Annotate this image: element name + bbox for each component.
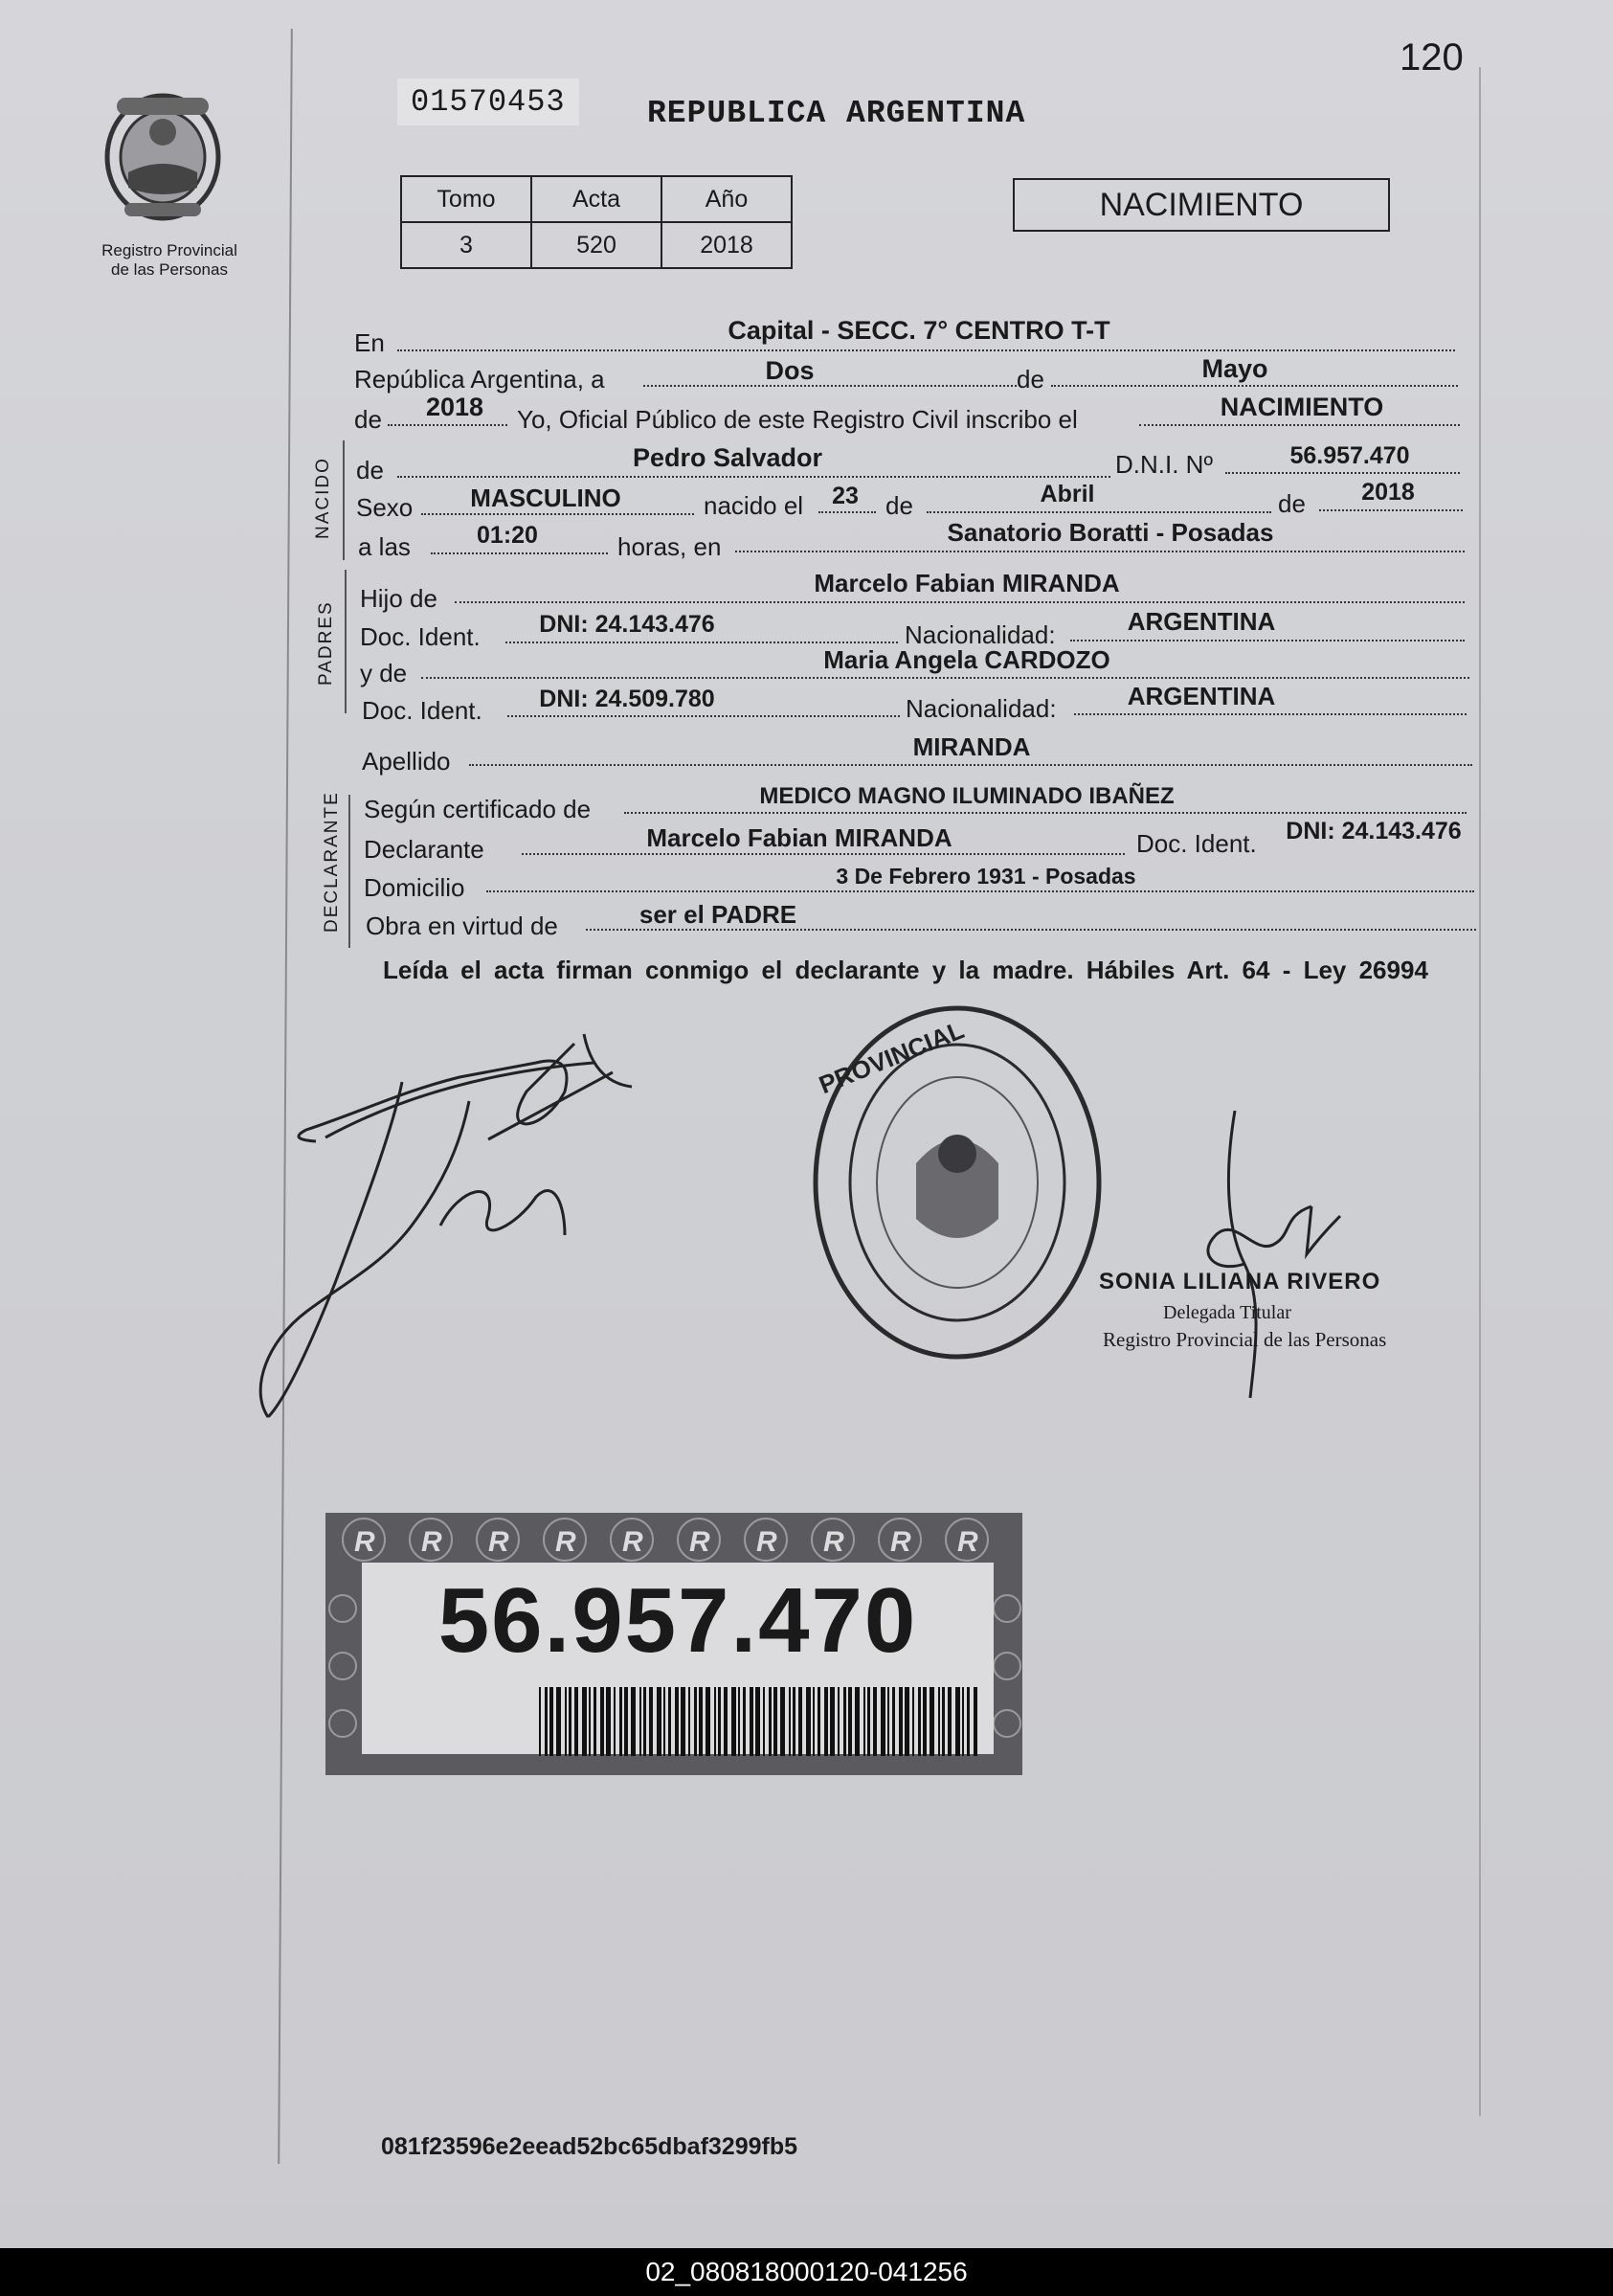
dots-dni [1225, 472, 1460, 474]
label-horas-en: horas, en [617, 532, 722, 561]
dots-anio [388, 424, 507, 426]
barcode-bar [600, 1687, 604, 1756]
dni-sticker [325, 1513, 1022, 1775]
svg-text:R: R [823, 1526, 844, 1558]
barcode-bar [918, 1687, 921, 1756]
label-apellido: Apellido [362, 747, 451, 776]
barcode-bar [974, 1687, 977, 1756]
barcode-bar [905, 1687, 909, 1756]
barcode-bar [873, 1687, 877, 1756]
barcode-bar [743, 1687, 746, 1756]
label-y-de: y de [360, 659, 408, 687]
barcode-bar [948, 1687, 952, 1756]
barcode-bar [614, 1687, 616, 1756]
dots-madre-doc [507, 715, 900, 717]
label-doc-ident-3: Doc. Ident. [1136, 829, 1257, 858]
barcode-bar [681, 1687, 685, 1756]
value-certificado: MEDICO MAGNO ILUMINADO IBAÑEZ [759, 783, 1175, 809]
barcode-bar [867, 1687, 870, 1756]
label-yo-oficial: Yo, Oficial Público de este Registro Civil inscribo el [517, 405, 1078, 434]
page-number: 120 [1400, 36, 1464, 79]
dots-declarante [522, 853, 1125, 855]
svg-text:R: R [555, 1526, 576, 1558]
value-padre: Marcelo Fabian MIRANDA [814, 569, 1120, 597]
seal-caption-line2: de las Personas [111, 260, 228, 279]
barcode-bar [806, 1687, 811, 1756]
label-doc-ident-2: Doc. Ident. [362, 696, 482, 725]
barcode-bar [624, 1687, 628, 1756]
official-name: SONIA LILIANA RIVERO [1099, 1269, 1381, 1294]
label-republica: República Argentina, a [354, 365, 605, 394]
svg-text:R: R [890, 1526, 911, 1558]
svg-text:R: R [622, 1526, 643, 1558]
svg-text:R: R [354, 1526, 375, 1558]
barcode-bar [619, 1687, 622, 1756]
label-de-dia: de [885, 491, 913, 520]
dots-nac-dia [818, 511, 876, 513]
side-label-nacido: NACIDO [313, 457, 333, 539]
barcode-bar [699, 1687, 703, 1756]
barcode-bar [923, 1687, 927, 1756]
value-declarante-doc: DNI: 24.143.476 [1286, 818, 1462, 844]
barcode-bar [899, 1687, 903, 1756]
barcode-bar [694, 1687, 697, 1756]
barcode-bar [881, 1687, 885, 1756]
value-obra: ser el PADRE [638, 900, 797, 929]
country-title: REPUBLICA ARGENTINA [647, 96, 1026, 131]
value-lugar-nac: Sanatorio Boratti - Posadas [947, 518, 1274, 547]
ref-header-tomo: Tomo [401, 176, 531, 222]
barcode-bar [668, 1687, 671, 1756]
barcode-bar [793, 1687, 795, 1756]
seal-caption [78, 241, 260, 280]
value-nac-mes: Abril [1040, 481, 1095, 507]
barcode-bar [863, 1687, 865, 1756]
barcode-bar [887, 1687, 889, 1756]
barcode-bar [938, 1687, 940, 1756]
dots-madre-nac [1074, 713, 1467, 715]
ref-value-anio: 2018 [661, 222, 792, 268]
dots-nac-anio [1319, 509, 1463, 511]
barcode-bar [838, 1687, 840, 1756]
margin-line-right [1479, 67, 1481, 2116]
barcode-bar [706, 1687, 710, 1756]
record-type-box: NACIMIENTO [1013, 178, 1390, 232]
barcode-bar [738, 1687, 740, 1756]
barcode-bar [848, 1687, 852, 1756]
seal-caption-line1: Registro Provincial [101, 241, 237, 259]
side-label-padres: PADRES [316, 600, 336, 686]
value-hora: 01:20 [477, 522, 538, 549]
ref-value-acta: 520 [531, 222, 661, 268]
barcode-bar [813, 1687, 815, 1756]
ref-header-acta: Acta [531, 176, 661, 222]
label-de-nombre: de [356, 456, 384, 484]
value-tipo: NACIMIENTO [1220, 393, 1384, 421]
barcode-bar [824, 1687, 828, 1756]
barcode-bar [818, 1687, 820, 1756]
svg-text:R: R [756, 1526, 777, 1558]
dots-padre-nac [1070, 640, 1465, 642]
barcode-bar [663, 1687, 665, 1756]
dots-apellido [469, 764, 1472, 766]
barcode-bar [649, 1687, 653, 1756]
barcode-bar [962, 1687, 964, 1756]
barcode-bar [769, 1687, 772, 1756]
barcode-bar [631, 1687, 636, 1756]
barcode-bar [569, 1687, 571, 1756]
barcode-bar [967, 1687, 970, 1756]
value-anio: 2018 [425, 393, 484, 421]
value-dni: 56.957.470 [1289, 442, 1410, 469]
value-domicilio: 3 De Febrero 1931 - Posadas [836, 864, 1136, 889]
declarante-bracket [348, 795, 350, 948]
barcode-bar [843, 1687, 846, 1756]
label-domicilio: Domicilio [364, 873, 465, 902]
barcode-bar [755, 1687, 760, 1756]
ref-header-anio: Año [661, 176, 792, 222]
official-signature [1177, 1111, 1350, 1398]
barcode-bar [549, 1687, 553, 1756]
barcode-icon [539, 1687, 979, 1756]
barcode-bar [606, 1687, 611, 1756]
barcode-bar [639, 1687, 641, 1756]
barcode-bar [855, 1687, 860, 1756]
legal-text: Leída el acta firman conmigo el declarante y la madre. Hábiles Art. 64 - Ley 26994 [383, 956, 1428, 984]
dots-mes [1051, 385, 1458, 387]
barcode-bar [688, 1687, 690, 1756]
barcode-bar [780, 1687, 785, 1756]
sticker-label [362, 1563, 994, 1754]
barcode-bar [763, 1687, 765, 1756]
declarant-signature [249, 996, 651, 1436]
barcode-bar [798, 1687, 802, 1756]
barcode-bar [643, 1687, 646, 1756]
dots-sexo [421, 513, 694, 515]
dots-padre [455, 601, 1465, 603]
label-doc-ident-1: Doc. Ident. [360, 622, 481, 651]
svg-text:R: R [488, 1526, 509, 1558]
dots-lugar [397, 349, 1455, 351]
official-role: Delegada Titular [1163, 1302, 1291, 1323]
value-lugar: Capital - SECC. 7° CENTRO T-T [728, 316, 1110, 345]
barcode-bar [955, 1687, 960, 1756]
barcode-bar [789, 1687, 791, 1756]
nacido-bracket [343, 440, 345, 560]
barcode-bar [657, 1687, 661, 1756]
dots-padre-doc [505, 642, 898, 643]
label-dni: D.N.I. Nº [1115, 450, 1213, 479]
footer-filename: 02_080818000120-041256 [0, 2248, 1613, 2296]
label-nacionalidad-2: Nacionalidad: [906, 694, 1057, 723]
barcode-bar [930, 1687, 934, 1756]
svg-text:R: R [689, 1526, 710, 1558]
label-nacido-el: nacido el [704, 491, 804, 520]
reference-table [400, 175, 793, 269]
value-nac-anio: 2018 [1361, 479, 1415, 506]
barcode-bar [714, 1687, 716, 1756]
label-de-anio2: de [1278, 489, 1306, 518]
barcode-bar [545, 1687, 548, 1756]
dots-domicilio [486, 890, 1474, 892]
barcode-bar [539, 1687, 541, 1756]
label-de-anio: de [354, 405, 382, 434]
dni-number: 56.957.470 [437, 1569, 918, 1672]
value-nombre: Pedro Salvador [632, 443, 823, 472]
official-stamp-icon [809, 1001, 1106, 1364]
label-nacionalidad-1: Nacionalidad: [905, 620, 1056, 649]
dots-tipo [1139, 424, 1460, 426]
barcode-bar [731, 1687, 736, 1756]
label-en: En [354, 328, 385, 357]
value-padre-nac: ARGENTINA [1127, 607, 1276, 636]
value-madre: Maria Angela CARDOZO [823, 645, 1110, 674]
label-a-las: a las [358, 532, 411, 561]
barcode-bar [582, 1687, 587, 1756]
dots-madre [421, 677, 1469, 679]
value-madre-nac: ARGENTINA [1127, 682, 1276, 710]
label-de-mes: de [1017, 365, 1044, 394]
document-hash: 081f23596e2eead52bc65dbaf3299fb5 [381, 2133, 798, 2160]
dots-hora [431, 552, 608, 554]
value-apellido: MIRANDA [912, 732, 1031, 761]
value-sexo: MASCULINO [470, 484, 621, 512]
side-label-declarante: DECLARANTE [322, 791, 342, 933]
barcode-bar [912, 1687, 914, 1756]
barcode-bar [724, 1687, 728, 1756]
value-padre-doc: DNI: 24.143.476 [539, 611, 715, 638]
barcode-bar [556, 1687, 561, 1756]
label-hijo-de: Hijo de [360, 584, 437, 613]
label-declarante: Declarante [364, 835, 484, 864]
official-office: Registro Provincial de las Personas [1103, 1328, 1387, 1351]
label-obra: Obra en virtud de [366, 912, 558, 940]
value-dia: Dos [765, 356, 815, 385]
svg-text:PROVINCIAL: PROVINCIAL [815, 1015, 969, 1100]
label-segun: Según certificado de [364, 795, 592, 823]
value-mes: Mayo [1201, 354, 1268, 383]
value-declarante: Marcelo Fabian MIRANDA [646, 823, 952, 852]
barcode-bar [773, 1687, 777, 1756]
value-nac-dia: 23 [832, 483, 859, 509]
barcode-bar [830, 1687, 835, 1756]
provincia-de-misiones-seal-icon [96, 88, 230, 222]
padres-bracket [345, 570, 347, 713]
serial-number: 01570453 [397, 79, 579, 125]
barcode-bar [675, 1687, 679, 1756]
barcode-bar [565, 1687, 567, 1756]
dots-lugar-nac [735, 551, 1465, 552]
svg-text:R: R [957, 1526, 978, 1558]
dots-nac-mes [927, 511, 1271, 513]
barcode-bar [594, 1687, 596, 1756]
value-madre-doc: DNI: 24.509.780 [539, 686, 715, 712]
ref-value-tomo: 3 [401, 222, 531, 268]
barcode-bar [750, 1687, 753, 1756]
barcode-bar [892, 1687, 895, 1756]
label-sexo: Sexo [356, 493, 414, 522]
dots-nombre [397, 476, 1110, 478]
barcode-bar [718, 1687, 721, 1756]
barcode-bar [574, 1687, 578, 1756]
barcode-bar [942, 1687, 945, 1756]
dots-certificado [624, 812, 1467, 814]
barcode-bar [589, 1687, 591, 1756]
svg-text:R: R [421, 1526, 442, 1558]
